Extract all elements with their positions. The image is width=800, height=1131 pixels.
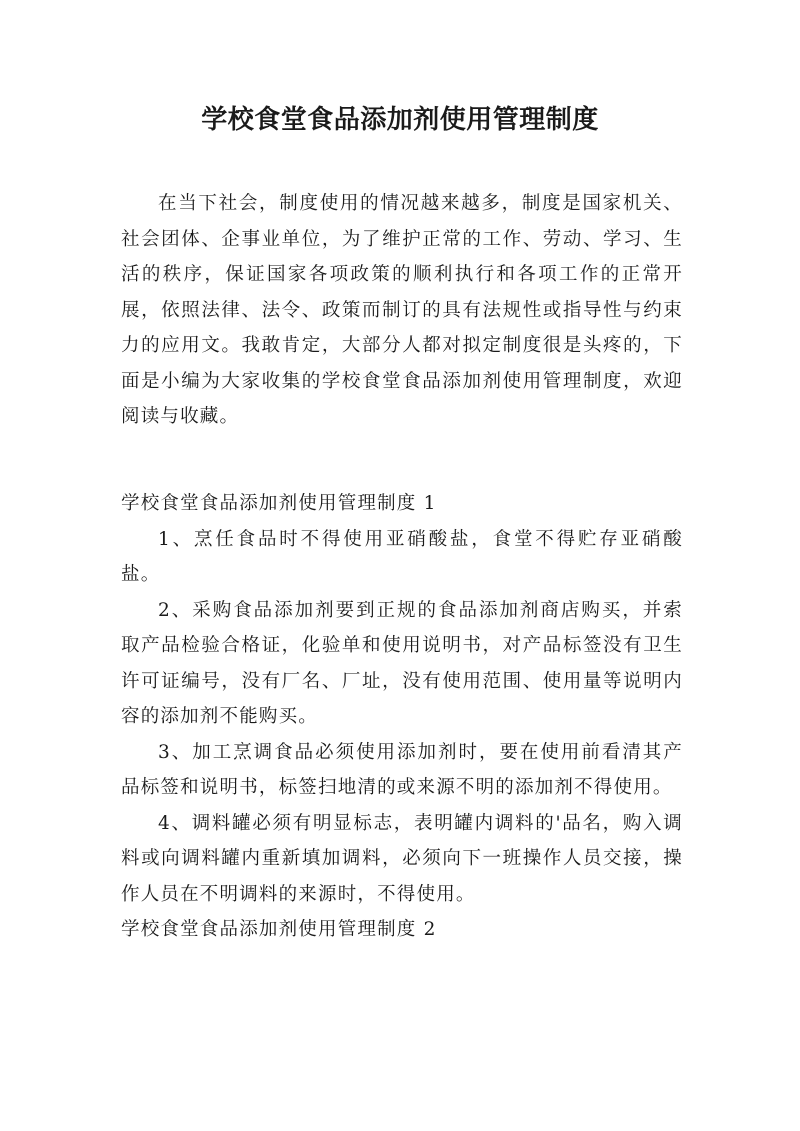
list-item: 3、加工烹调食品必须使用添加剂时，要在使用前看清其产品标签和说明书，标签扫地清的或来源不明的添加剂不得使用。 [121,741,683,798]
list-item: 4、调料罐必须有明显标志，表明罐内调料的'品名，购入调料或向调料罐内重新填加调料，必须向下一班操作人员交接，操作人员在不明调料的来源时，不得使用。 [121,812,683,905]
list-item: 2、采购食品添加剂要到正规的食品添加剂商店购买，并索取产品检验合格证，化验单和使用说明书，对产品标签没有卫生许可证编号，没有厂名、厂址，没有使用范围、使用量等说明内容的添加剂不能购买。 [121,599,683,727]
intro-paragraph: 在当下社会，制度使用的情况越来越多，制度是国家机关、社会团体、企事业单位，为了维护正常的工作、劳动、学习、生活的秩序，保证国家各项政策的顺利执行和各项工作的正常开展，依照法律、法令、政策而制订的具有法规性或指导性与约束力的应用文。我敢肯定，大部分人都对拟定制度很是头疼的，下面是小编为大家收集的学校食堂食品添加剂使用管理制度，欢迎阅读与收藏。 [121,193,683,427]
document-title: 学校食堂食品添加剂使用管理制度 [201,105,599,135]
list-item: 1、烹任食品时不得使用亚硝酸盐，食堂不得贮存亚硝酸盐。 [121,528,683,585]
section-block [121,486,683,948]
intro-paragraph-block [121,186,683,435]
section-1-heading: 学校食堂食品添加剂使用管理制度 1 [121,493,437,514]
section-2-heading: 学校食堂食品添加剂使用管理制度 2 [121,919,437,940]
